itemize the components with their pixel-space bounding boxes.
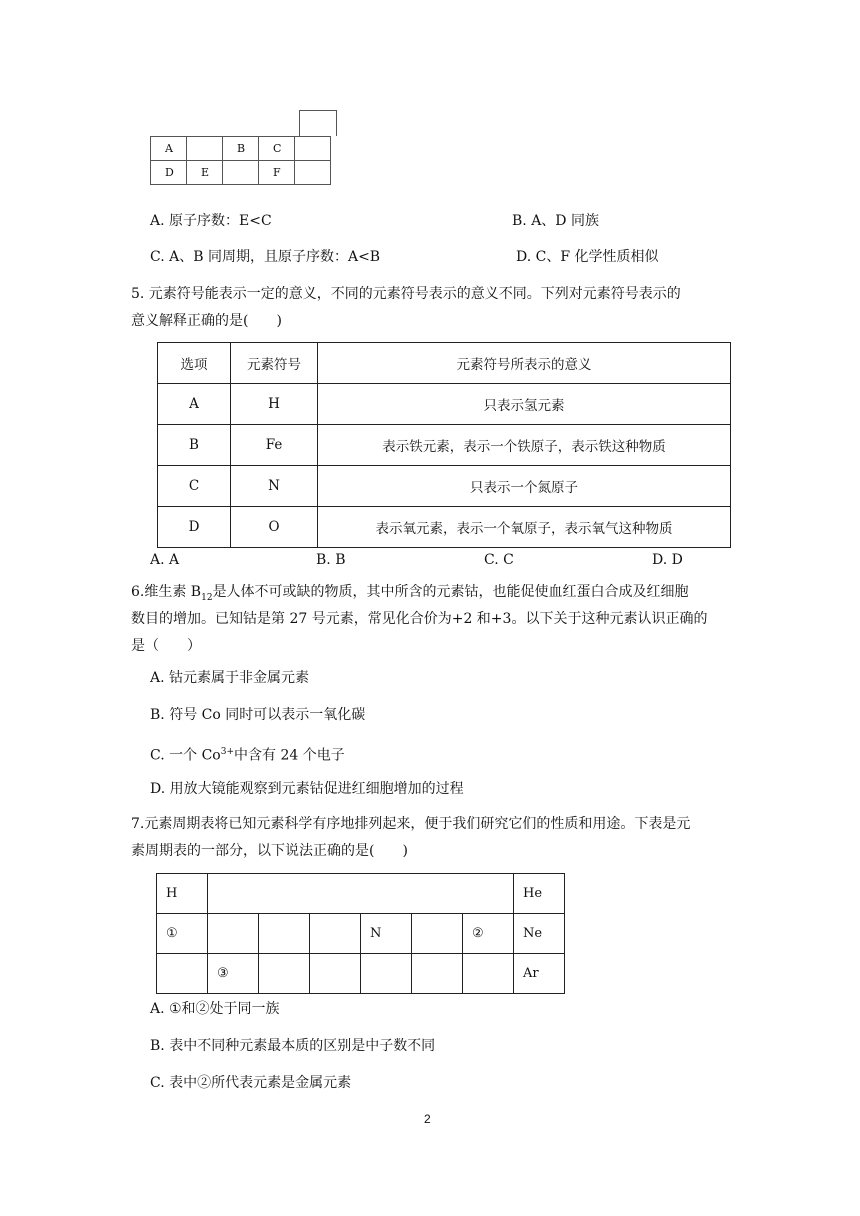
table-cell: N bbox=[231, 466, 318, 507]
q5-option-b: B. B bbox=[316, 552, 346, 568]
table-cell: 表示氧元素，表示一个氧原子，表示氧气这种物质 bbox=[318, 507, 731, 548]
table-cell: Ne bbox=[514, 914, 565, 954]
grid-row bbox=[151, 137, 331, 161]
q5-stem-line2: 意义解释正确的是( ) bbox=[131, 313, 282, 329]
table-cell: 表示铁元素，表示一个铁原子，表示铁这种物质 bbox=[318, 425, 731, 466]
page-number: 2 bbox=[424, 1112, 431, 1126]
table-row bbox=[158, 425, 731, 466]
grid-cell bbox=[223, 161, 259, 185]
table-cell: B bbox=[158, 425, 231, 466]
q6-stem-subscript: 12 bbox=[201, 592, 213, 603]
q4-option-a: A. 原子序数：E<C bbox=[150, 213, 272, 229]
q7-option-b: B. 表中不同种元素最本质的区别是中子数不同 bbox=[150, 1038, 436, 1054]
grid-top-extra-cell bbox=[299, 110, 337, 136]
table-cell: ③ bbox=[208, 954, 259, 994]
q6-stem-text: 6.维生素 B bbox=[131, 584, 202, 600]
grid-cell: D bbox=[151, 161, 187, 185]
table-cell bbox=[463, 954, 514, 994]
q6-stem-line1 bbox=[131, 583, 689, 607]
table-row bbox=[157, 914, 565, 954]
q5-stem-line1: 5. 元素符号能表示一定的意义，不同的元素符号表示的意义不同。下列对元素符号表示的 bbox=[131, 286, 681, 302]
grid-cell: B bbox=[223, 137, 259, 161]
table-cell bbox=[259, 954, 310, 994]
table-cell bbox=[412, 914, 463, 954]
table-cell: C bbox=[158, 466, 231, 507]
table-cell bbox=[208, 914, 259, 954]
table-cell bbox=[310, 954, 361, 994]
table-cell: H bbox=[157, 874, 208, 914]
table-cell: H bbox=[231, 384, 318, 425]
grid-cell bbox=[295, 137, 331, 161]
table-row bbox=[157, 874, 565, 914]
table-cell bbox=[310, 914, 361, 954]
element-symbol-table bbox=[157, 342, 731, 548]
q6-option-a: A. 钴元素属于非金属元素 bbox=[150, 670, 310, 686]
table-header-row bbox=[158, 343, 731, 384]
table-cell: Ar bbox=[514, 954, 565, 994]
q6-option-c-superscript: 3+ bbox=[220, 747, 234, 757]
table-cell bbox=[412, 954, 463, 994]
table-cell: He bbox=[514, 874, 565, 914]
header-cell: 元素符号 bbox=[231, 343, 318, 384]
grid-cell bbox=[187, 137, 223, 161]
q5-option-c: C. C bbox=[484, 552, 514, 568]
table-cell: ② bbox=[463, 914, 514, 954]
periodic-table-part bbox=[156, 873, 565, 994]
q7-stem-line1: 7.元素周期表将已知元素科学有序地排列起来，便于我们研究它们的性质和用途。下表是元 bbox=[131, 816, 691, 832]
q5-option-a: A. A bbox=[150, 552, 180, 568]
q6-option-c bbox=[150, 743, 345, 765]
header-cell: 元素符号所表示的意义 bbox=[318, 343, 731, 384]
table-cell-merged bbox=[208, 874, 514, 914]
table-cell: D bbox=[158, 507, 231, 548]
grid-cell: A bbox=[151, 137, 187, 161]
q4-option-d: D. C、F 化学性质相似 bbox=[516, 249, 659, 265]
table-cell: Fe bbox=[231, 425, 318, 466]
table-cell: N bbox=[361, 914, 412, 954]
grid-cell: C bbox=[259, 137, 295, 161]
table-cell: A bbox=[158, 384, 231, 425]
table-cell bbox=[361, 954, 412, 994]
table-cell bbox=[157, 954, 208, 994]
q7-stem-line2: 素周期表的一部分，以下说法正确的是( ) bbox=[131, 843, 408, 859]
header-cell: 选项 bbox=[158, 343, 231, 384]
table-row bbox=[158, 384, 731, 425]
q6-stem-text: 是人体不可或缺的物质，其中所含的元素钴，也能促使血红蛋白合成及红细胞 bbox=[212, 584, 689, 600]
table-cell bbox=[259, 914, 310, 954]
table-cell: 只表示氢元素 bbox=[318, 384, 731, 425]
q6-option-d: D. 用放大镜能观察到元素钴促进红细胞增加的过程 bbox=[150, 781, 464, 797]
table-cell: ① bbox=[157, 914, 208, 954]
q5-option-d: D. D bbox=[652, 552, 683, 568]
grid-cell: F bbox=[259, 161, 295, 185]
grid-cell bbox=[295, 161, 331, 185]
q6-stem-line2: 数目的增加。已知钴是第 27 号元素，常见化合价为+2 和+3。以下关于这种元素认识正确的 bbox=[131, 611, 708, 627]
table-row bbox=[158, 507, 731, 548]
q6-option-c-text: C. 一个 Co bbox=[150, 747, 221, 764]
q6-option-c-text: 中含有 24 个电子 bbox=[234, 747, 345, 764]
q4-option-b: B. A、D 同族 bbox=[512, 213, 599, 229]
q6-option-b: B. 符号 Co 同时可以表示一氧化碳 bbox=[150, 707, 366, 723]
grid-cell: E bbox=[187, 161, 223, 185]
grid-row bbox=[151, 161, 331, 185]
element-position-grid bbox=[150, 136, 331, 185]
q4-option-c: C. A、B 同周期，且原子序数：A<B bbox=[150, 249, 381, 265]
table-row bbox=[158, 466, 731, 507]
q7-option-c: C. 表中②所代表元素是金属元素 bbox=[150, 1075, 352, 1091]
q7-option-a: A. ①和②处于同一族 bbox=[150, 1001, 280, 1017]
table-cell: O bbox=[231, 507, 318, 548]
table-cell: 只表示一个氮原子 bbox=[318, 466, 731, 507]
q6-stem-line3: 是（ ） bbox=[131, 638, 201, 654]
table-row bbox=[157, 954, 565, 994]
